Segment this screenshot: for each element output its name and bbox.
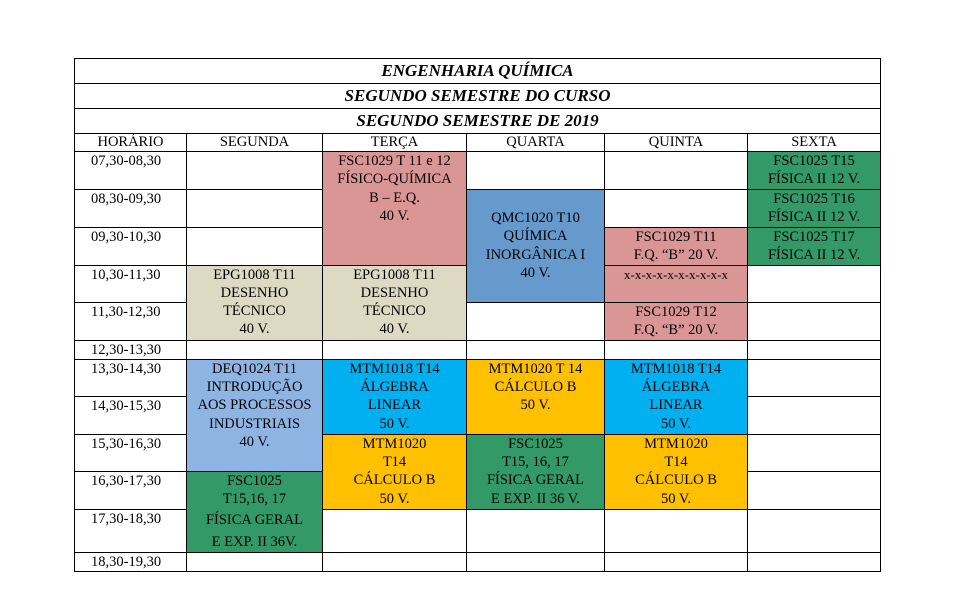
empty-cell xyxy=(323,340,467,359)
class-name: CÁLCULO B xyxy=(635,472,717,489)
empty-cell xyxy=(605,152,748,190)
class-cell-fri-fsc1025-t17 xyxy=(748,227,881,265)
empty-cell xyxy=(605,340,748,359)
empty-cell xyxy=(748,552,881,571)
class-seats: 40 V. xyxy=(239,434,270,451)
class-code: EPG1008 T11 xyxy=(353,266,436,283)
time-slot: 09,30-10,30 xyxy=(75,227,187,265)
empty-cell xyxy=(187,227,323,265)
empty-cell xyxy=(187,340,323,359)
empty-cell xyxy=(467,302,605,340)
time-slot: 07,30-08,30 xyxy=(75,152,187,190)
class-name: FÍSICA II 12 V. xyxy=(767,246,861,263)
class-name: TÉCNICO xyxy=(223,303,286,320)
class-cell-mon-fsc1025 xyxy=(187,471,323,552)
class-cell-fri-fsc1025-t15 xyxy=(748,152,881,190)
header-time: HORÁRIO xyxy=(75,134,187,152)
class-name: LINEAR xyxy=(649,397,703,414)
class-code: FSC1029 T11 xyxy=(635,228,717,245)
empty-cell xyxy=(748,359,881,396)
class-name: INORGÂNICA I xyxy=(485,246,586,263)
class-name: F.Q. “B” 20 V. xyxy=(633,321,719,338)
class-name: AOS PROCESSOS xyxy=(197,397,312,414)
class-name: DESENHO xyxy=(220,284,289,301)
class-cell-tue-fsc1029 xyxy=(323,152,467,266)
class-cell-thu-crossed xyxy=(605,265,748,302)
empty-cell xyxy=(467,340,605,359)
class-cell-wed-qmc1020 xyxy=(467,189,605,302)
class-code: MTM1020 xyxy=(644,435,708,452)
time-slot: 11,30-12,30 xyxy=(75,302,187,340)
class-name: ÁLGEBRA xyxy=(360,379,429,396)
empty-cell xyxy=(748,302,881,340)
class-cell-thu-mtm1020 xyxy=(605,434,748,509)
time-slot: 12,30-13,30 xyxy=(75,340,187,359)
class-name: F.Q. “B” 20 V. xyxy=(633,246,719,263)
class-name: TÉCNICO xyxy=(363,303,426,320)
empty-cell xyxy=(467,509,605,552)
class-seats: 40 V. xyxy=(379,321,410,338)
period-title: SEGUNDO SEMESTRE DE 2019 xyxy=(75,109,881,134)
class-code: FSC1025 xyxy=(508,435,563,452)
class-name: FÍSICO-QUÍMICA xyxy=(337,171,452,188)
class-seats: 50 V. xyxy=(379,490,410,507)
class-code: DEQ1024 T11 xyxy=(212,360,297,377)
header-wednesday: QUARTA xyxy=(467,134,605,152)
empty-cell xyxy=(323,509,467,552)
class-code: MTM1018 T14 xyxy=(349,360,440,377)
empty-cell xyxy=(467,552,605,571)
class-cell-tue-epg1008 xyxy=(323,265,467,340)
header-friday: SEXTA xyxy=(748,134,881,152)
class-name: E EXP. II 36V. xyxy=(211,533,298,550)
class-code: MTM1020 T 14 xyxy=(488,360,583,377)
class-seats: 50 V. xyxy=(520,397,551,414)
class-name: FÍSICA GERAL xyxy=(205,512,304,529)
class-name: ÁLGEBRA xyxy=(641,379,711,396)
class-code: T14 xyxy=(664,454,688,471)
class-name: E EXP. II 36 V. xyxy=(491,490,580,507)
empty-cell xyxy=(748,471,881,509)
course-title: ENGENHARIA QUÍMICA xyxy=(75,59,881,84)
time-slot: 17,30-18,30 xyxy=(75,509,187,552)
class-code: MTM1020 xyxy=(362,435,427,452)
class-seats: 50 V. xyxy=(660,415,692,432)
class-cell-mon-epg1008 xyxy=(187,265,323,340)
class-name: DESENHO xyxy=(360,284,429,301)
time-slot: 13,30-14,30 xyxy=(75,359,187,396)
class-cell-thu-mtm1018 xyxy=(605,359,748,434)
class-code: QMC1020 T10 xyxy=(491,210,580,226)
time-slot: 15,30-16,30 xyxy=(75,434,187,471)
empty-cell xyxy=(748,265,881,302)
class-code: MTM1018 T14 xyxy=(630,360,722,377)
class-cell-tue-mtm1018 xyxy=(323,359,467,434)
class-name: LINEAR xyxy=(367,397,422,414)
class-seats: 50 V. xyxy=(379,415,410,432)
class-cell-thu-fsc1029-t11 xyxy=(605,227,748,265)
class-cell-mon-deq1024 xyxy=(187,359,323,471)
class-name: INTRODUÇÃO xyxy=(206,379,303,396)
empty-cell xyxy=(187,552,323,571)
empty-cell xyxy=(605,189,748,227)
class-name: FÍSICA II 12 V. xyxy=(767,208,861,225)
time-slot: 18,30-19,30 xyxy=(75,552,187,571)
empty-cell xyxy=(748,509,881,552)
time-slot: 14,30-15,30 xyxy=(75,396,187,434)
empty-cell xyxy=(748,396,881,434)
empty-cell xyxy=(187,152,323,190)
empty-cell xyxy=(467,152,605,190)
class-name: FÍSICA II 12 V. xyxy=(767,171,861,188)
class-seats: 40 V. xyxy=(239,321,270,338)
class-code: T14 xyxy=(382,454,407,471)
class-name: FÍSICA GERAL xyxy=(486,472,585,489)
class-code: FSC1029 T 11 e 12 xyxy=(338,153,451,169)
class-cell-tue-mtm1020 xyxy=(323,434,467,509)
class-cell-fri-fsc1025-t16 xyxy=(748,189,881,227)
class-name: CÁLCULO B xyxy=(494,379,577,396)
header-thursday: QUINTA xyxy=(605,134,748,152)
class-code: FSC1025 T15 xyxy=(773,153,855,169)
class-code: EPG1008 T11 xyxy=(213,266,296,283)
empty-cell xyxy=(748,340,881,359)
class-code: FSC1029 T12 xyxy=(635,303,717,320)
crossed-out-text: x-x-x-x-x-x-x-x-x-x xyxy=(624,266,728,282)
class-seats: 50 V. xyxy=(660,490,692,507)
schedule-table xyxy=(74,58,881,572)
class-cell-wed-fsc1025 xyxy=(467,434,605,509)
time-slot: 08,30-09,30 xyxy=(75,189,187,227)
header-monday: SEGUNDA xyxy=(187,134,323,152)
semester-title: SEGUNDO SEMESTRE DO CURSO xyxy=(75,84,881,109)
empty-cell xyxy=(748,434,881,471)
class-cell-wed-mtm1020 xyxy=(467,359,605,434)
class-name: INDUSTRIAIS xyxy=(208,415,301,432)
class-code: FSC1025 T17 xyxy=(773,228,855,245)
class-name: QUÍMICA xyxy=(503,228,568,245)
empty-cell xyxy=(187,189,323,227)
header-tuesday: TERÇA xyxy=(323,134,467,152)
empty-cell xyxy=(323,552,467,571)
empty-cell xyxy=(605,552,748,571)
class-code: T15,16, 17 xyxy=(222,491,287,508)
empty-cell xyxy=(605,509,748,552)
time-slot: 16,30-17,30 xyxy=(75,471,187,509)
class-name: CÁLCULO B xyxy=(353,472,436,489)
time-slot: 10,30-11,30 xyxy=(75,265,187,302)
class-seats: 40 V. xyxy=(379,207,410,224)
class-cell-thu-fsc1029-t12 xyxy=(605,302,748,340)
class-code: T15, 16, 17 xyxy=(502,454,569,471)
class-code: FSC1025 xyxy=(227,472,282,489)
class-name: B – E.Q. xyxy=(369,189,420,206)
class-seats: 40 V. xyxy=(520,264,551,281)
class-code: FSC1025 T16 xyxy=(773,190,855,207)
